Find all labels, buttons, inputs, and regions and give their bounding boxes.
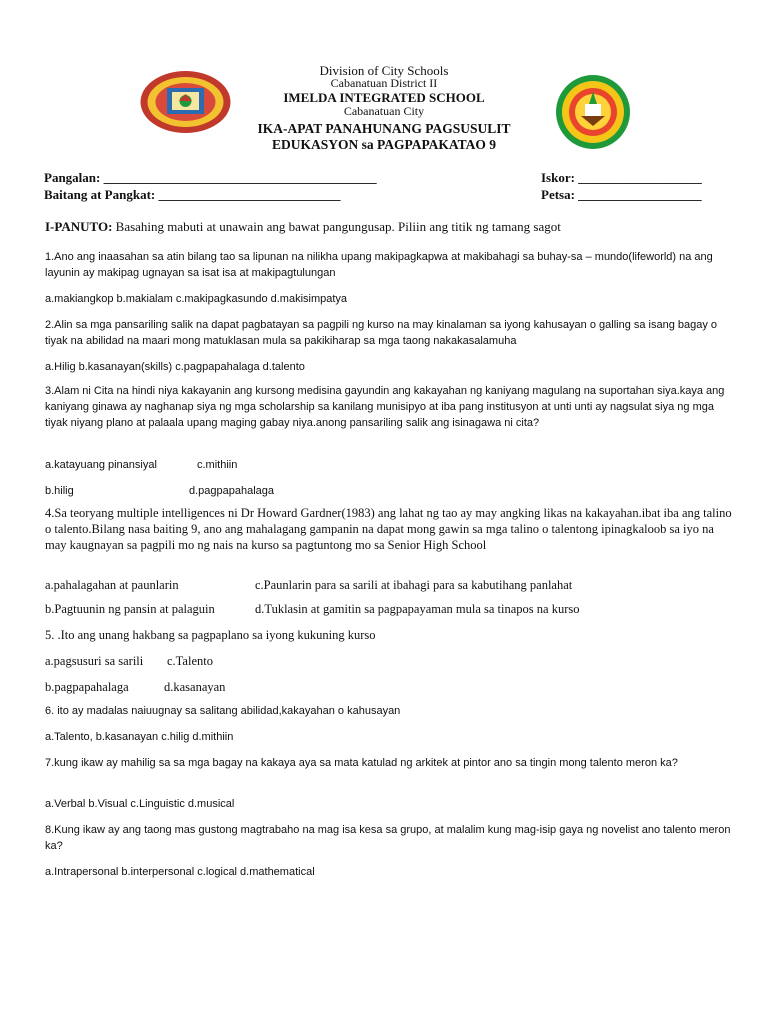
question-3: 3.Alam ni Cita na hindi niya kakayanin ang kursong medisina gayundin ang kakayahan ng kaniyang magulang na suportahan siya.kaya ang kaniyang ginawa ay naghanap siya ng mga scholarship sa kanilang munisipyo at iba pang institusyon at unti unti ay nagsulat siya ng mga tiyak niyang plano at palaala upang maging gabay niya.anong pansariling salik ang isinagawa ni cita? <box>45 385 725 429</box>
question-4-option-c: c.Paunlarin para sa sarili at ibahagi para sa kabutihang panlahat <box>255 578 573 592</box>
question-2-options: a.Hilig b.kasanayan(skills) c.pagpapahalaga d.talento <box>45 361 305 373</box>
question-1-options: a.makiangkop b.makialam c.makipagkasundo d.makisimpatya <box>45 293 348 305</box>
question-3-option-c: c.mithiin <box>197 459 238 471</box>
district-text: Cabanatuan District II <box>330 76 438 90</box>
instructions-text: Basahing mabuti at unawain ang bawat pangungusap. Piliin ang titik ng tamang sagot <box>115 219 561 234</box>
question-2: 2.Alin sa mga pansariling salik na dapat pagbatayan sa pagpili ng kurso na may kinalaman sa iyong kahusayan o galling sa isang bagay o tiyak na abilidad na maari mong matuklasan mula sa pakikiharap sa mga taong nakakasalamuha <box>45 319 718 347</box>
date-field: Petsa: ___________________ <box>541 187 702 202</box>
question-4-option-d: d.Tuklasin at gamitin sa pagpapayaman mula sa tinapos na kurso <box>255 602 580 616</box>
name-field: Pangalan: __________________________________________ <box>44 170 377 185</box>
grade-section-field: Baitang at Pangkat: ____________________________ <box>44 187 341 202</box>
subject-title: EDUKASYON sa PAGPAPAKATAO 9 <box>271 137 497 152</box>
score-field: Iskor: ___________________ <box>541 170 702 185</box>
division-text: Division of City Schools <box>319 63 449 78</box>
question-4-option-b: b.Pagtuunin ng pansin at palaguin <box>45 602 215 616</box>
question-5: 5. .Ito ang unang hakbang sa pagpaplano sa iyong kukuning kurso <box>45 628 376 642</box>
school-name: IMELDA INTEGRATED SCHOOL <box>283 90 485 105</box>
question-3-option-b: b.hilig <box>45 485 74 497</box>
question-6-options: a.Talento, b.kasanayan c.hilig d.mithiin <box>45 731 234 743</box>
city-text: Cabanatuan City <box>343 104 425 118</box>
instructions <box>45 219 735 235</box>
question-1: 1.Ano ang inaasahan sa atin bilang tao sa lipunan na nilikha upang makipagkapwa at makibahagi sa buhay-sa – mundo(lifeworld) na ang layunin ay makipag ugnayan sa isat isa at makipagtulungan <box>45 251 713 279</box>
exam-title: IKA-APAT PANAHUNANG PAGSUSULIT <box>257 121 511 136</box>
question-4-option-a: a.pahalagahan at paunlarin <box>45 578 179 592</box>
question-4: 4.Sa teoryang multiple intelligences ni Dr Howard Gardner(1983) ang lahat ng tao ay may angking likas na kakayahan.ibat iba ang talino o talento.Bilang nasa baiting 9, ano ang mahalagang gampanin na dapat mong gawin sa mga talino o talentong ipinagkaloob sa iyo na may kaugnayan sa pagpili mo ng nais na kurso sa pagtuntong mo sa Senior High School <box>45 506 732 552</box>
question-7-options: a.Verbal b.Visual c.Linguistic d.musical <box>45 798 235 810</box>
question-3-option-a: a.katayuang pinansiyal <box>45 459 157 471</box>
question-5-option-d: d.kasanayan <box>164 680 226 694</box>
question-5-option-c: c.Talento <box>167 654 213 668</box>
question-8-options: a.Intrapersonal b.interpersonal c.logical d.mathematical <box>45 866 315 878</box>
question-8: 8.Kung ikaw ay ang taong mas gustong magtrabaho na mag isa kesa sa grupo, at malalim kung mag-isip gaya ng novelist ano talento meron ka? <box>45 824 731 852</box>
question-5-option-b: b.pagpapahalaga <box>45 680 129 694</box>
question-7: 7.kung ikaw ay mahilig sa sa mga bagay na kakaya aya sa mata katulad ng arkitek at pintor ano sa tingin mong talento meron ka? <box>45 757 678 769</box>
document-header <box>0 64 768 153</box>
question-5-option-a: a.pagsusuri sa sarili <box>45 654 144 668</box>
question-3-option-d: d.pagpapahalaga <box>189 485 275 497</box>
question-6: 6. ito ay madalas naiuugnay sa salitang abilidad,kakayahan o kahusayan <box>45 705 401 717</box>
instructions-label: I-PANUTO: <box>45 219 113 234</box>
